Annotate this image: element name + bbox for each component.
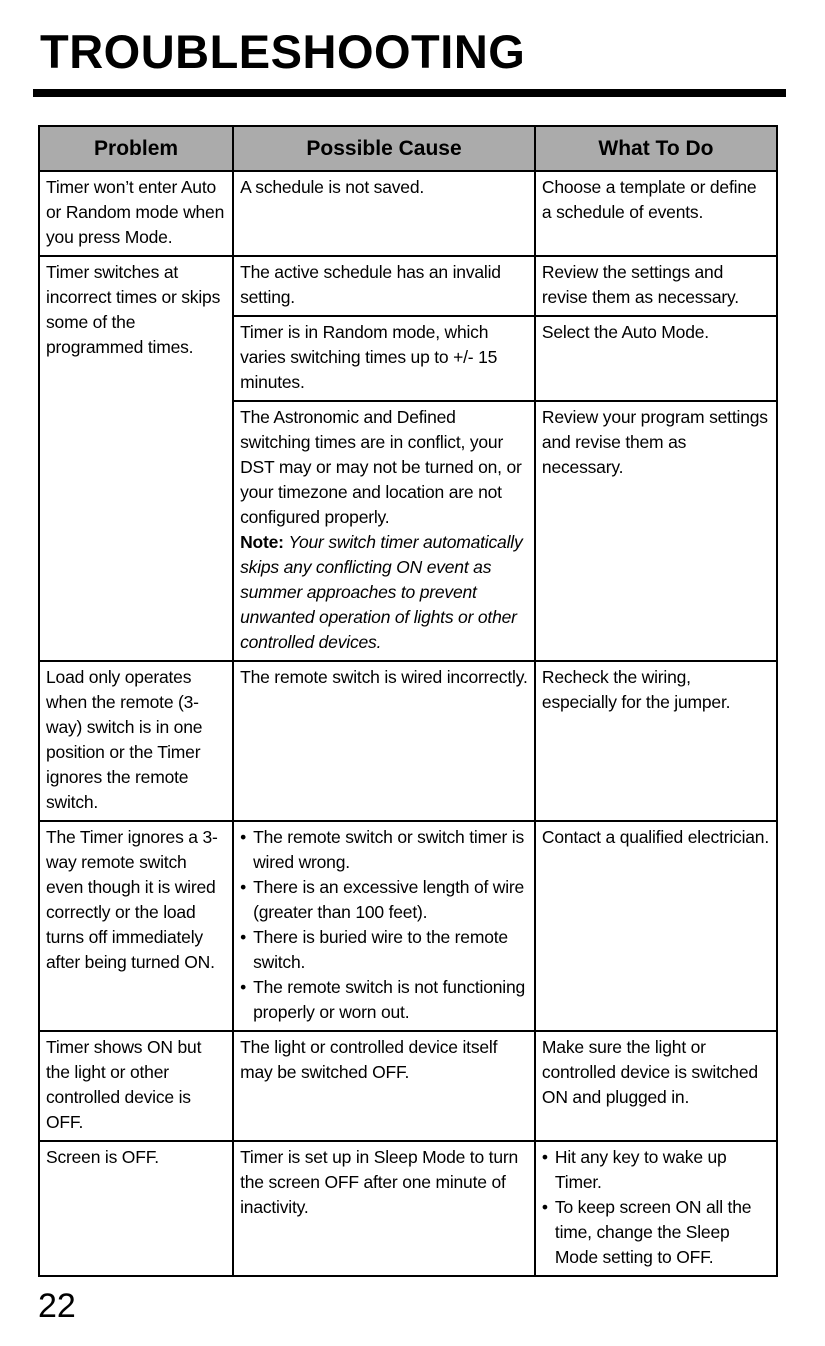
row3-todo-cell: Recheck the wiring, especially for the jumper. (535, 661, 777, 821)
table-row (39, 1031, 777, 1141)
bullet-item (240, 925, 528, 975)
title-divider-rule (33, 89, 786, 97)
table-row (39, 256, 777, 316)
table-header-row (39, 126, 777, 171)
bullet-item (240, 875, 528, 925)
row6-problem-cell: Screen is OFF. (39, 1141, 233, 1276)
bullet-dot: • (541, 1147, 548, 1167)
row1-todo-cell: Choose a template or define a schedule of events. (535, 171, 777, 256)
row2-todo-cell-1: Review the settings and revise them as necessary. (535, 256, 777, 316)
row2-cause-3-text: The Astronomic and Defined switching times are in conflict, your DST may or may not be turned on, or your timezone and location are not configured properly. (240, 407, 522, 527)
bullet-item (542, 1195, 770, 1270)
bullet-text: There is an excessive length of wire (greater than 100 feet). (253, 877, 525, 922)
header-what-to-do: What To Do (535, 126, 777, 171)
bullet-text: The remote switch is not functioning properly or worn out. (253, 977, 526, 1022)
table-row (39, 1141, 777, 1276)
header-possible-cause: Possible Cause (233, 126, 535, 171)
row1-problem-cell: Timer won’t enter Auto or Random mode when you press Mode. (39, 171, 233, 256)
bullet-text: Hit any key to wake up Timer. (554, 1147, 727, 1192)
note-block (240, 530, 528, 655)
bullet-dot: • (240, 927, 247, 947)
bullet-dot: • (240, 877, 247, 897)
row3-cause-cell: The remote switch is wired incorrectly. (233, 661, 535, 821)
row2-problem-cell: Timer switches at incorrect times or skips some of the programmed times. (39, 256, 233, 661)
troubleshooting-table (38, 125, 778, 1277)
note-label: Note: (240, 532, 284, 552)
table-row (39, 821, 777, 1031)
bullet-item (240, 825, 528, 875)
row5-problem-cell: Timer shows ON but the light or other controlled device is OFF. (39, 1031, 233, 1141)
row2-cause-cell-3 (233, 401, 535, 661)
row2-cause-cell-1: The active schedule has an invalid setting. (233, 256, 535, 316)
row2-cause-cell-2: Timer is in Random mode, which varies switching times up to +/- 15 minutes. (233, 316, 535, 401)
row4-todo-cell: Contact a qualified electrician. (535, 821, 777, 1031)
row4-cause-cell (233, 821, 535, 1031)
header-problem: Problem (39, 126, 233, 171)
table-row (39, 661, 777, 821)
page-number: 22 (38, 1287, 76, 1325)
row2-todo-cell-3: Review your program settings and revise them as necessary. (535, 401, 777, 661)
bullet-text: There is buried wire to the remote switch. (253, 927, 508, 972)
page-title: TROUBLESHOOTING (40, 25, 526, 78)
row4-problem-cell: The Timer ignores a 3-way remote switch even though it is wired correctly or the load turns off immediately after being turned ON. (39, 821, 233, 1031)
row5-cause-cell: The light or controlled device itself may be switched OFF. (233, 1031, 535, 1141)
bullet-dot: • (541, 1197, 548, 1217)
row1-cause-cell: A schedule is not saved. (233, 171, 535, 256)
bullet-dot: • (240, 977, 247, 997)
row5-todo-cell: Make sure the light or controlled device is switched ON and plugged in. (535, 1031, 777, 1141)
note-text: Your switch timer automatically skips any conflicting ON event as summer approaches to prevent unwanted operation of lights or other controlled devices. (240, 532, 523, 652)
bullet-item (240, 975, 528, 1025)
row6-todo-cell (535, 1141, 777, 1276)
row6-cause-cell: Timer is set up in Sleep Mode to turn the screen OFF after one minute of inactivity. (233, 1141, 535, 1276)
table-row (39, 171, 777, 256)
bullet-dot: • (240, 827, 247, 847)
bullet-text: To keep screen ON all the time, change the Sleep Mode setting to OFF. (554, 1197, 752, 1267)
row3-problem-cell: Load only operates when the remote (3-way) switch is in one position or the Timer ignores the remote switch. (39, 661, 233, 821)
bullet-text: The remote switch or switch timer is wired wrong. (253, 827, 525, 872)
row2-todo-cell-2: Select the Auto Mode. (535, 316, 777, 401)
bullet-item (542, 1145, 770, 1195)
